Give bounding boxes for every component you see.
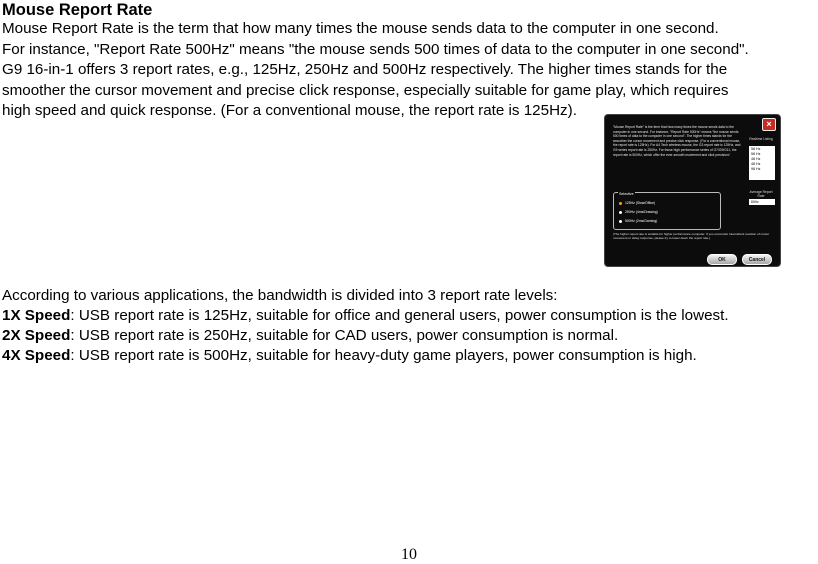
level-text: : USB report rate is 500Hz, suitable for heavy-duty game players, power consumption is high.	[70, 347, 697, 364]
level-label: 4X Speed	[2, 347, 71, 364]
list-item: 98 Hz	[751, 167, 761, 171]
option-label: 250Hz (4ms/Drawing)	[625, 210, 658, 214]
paragraph-line: smoother the cursor movement and precise click response, especially suitable for game play, which requires	[2, 81, 729, 99]
dialog-note: (The higher report rate is suitable for higher performance computer. If you encounter intermittent reaction of cursor movement or delay response, please try to lower down the report rate.)	[613, 232, 770, 241]
paragraph-line: Mouse Report Rate is the term that how many times the mouse sends data to the computer in one second.	[2, 20, 719, 37]
cancel-button[interactable]: Cancel	[742, 254, 772, 265]
list-item: 58 Hz	[751, 147, 761, 151]
realtime-listing-box	[749, 146, 775, 180]
option-label: 125Hz (Slow/Office)	[625, 201, 656, 205]
paragraph-line: high speed and quick response. (For a conventional mouse, the report rate is 125Hz).	[2, 102, 577, 119]
dialog-description: "Mouse Report Rate" is the term that how many times the mouse sends data to the computer in one second. For instance, "Report Rate 500Hz" means "the mouse sends 500 times of data to the computer in one second". The higher times stands for the smoother the cursor movement and precise click response. (For a conventional mouse, the report rate is 125Hz). For A4 Tech wireless mouse, the G3 report rate is 125Hz, and G9 series report rate is 250Hz. For those high performance series of G7/G9/G11, the report rate is 500Hz, which offer the ever-smooth movement and click precision!	[613, 125, 741, 157]
radio-option-250hz[interactable]	[619, 210, 658, 215]
level-item-4x	[2, 346, 697, 367]
paragraph-line: G9 16-in-1 offers 3 report rates, e.g., 125Hz, 250Hz and 500Hz respectively. The higher times stands for the	[2, 61, 728, 78]
page-number: 10	[401, 546, 417, 563]
level-text: : USB report rate is 250Hz, suitable for CAD users, power consumption is normal.	[70, 327, 619, 344]
average-rate-label: Average Report Rate	[749, 190, 773, 198]
close-icon[interactable]: ×	[762, 118, 776, 131]
levels-intro: According to various applications, the bandwidth is divided into 3 report rate levels:	[2, 287, 558, 304]
intro-paragraph	[2, 19, 818, 122]
section-title: Mouse Report Rate	[2, 1, 153, 19]
level-item-1x	[2, 306, 729, 327]
selective-label: Selective	[619, 192, 634, 196]
level-label: 1X Speed	[2, 307, 71, 324]
radio-icon[interactable]	[619, 220, 622, 223]
average-rate-value: 80Hz	[749, 199, 775, 205]
list-item: 58 Hz	[751, 152, 761, 156]
ok-button[interactable]: OK	[707, 254, 737, 265]
level-item-2x	[2, 326, 618, 347]
radio-selected-icon[interactable]	[619, 202, 622, 205]
selective-group	[613, 192, 721, 230]
realtime-listing-label: Realtime Listing	[749, 137, 773, 141]
list-item: 48 Hz	[751, 157, 761, 161]
report-rate-dialog-screenshot	[604, 114, 781, 267]
option-label: 500Hz (2ms/Gaming)	[625, 219, 658, 223]
radio-option-125hz[interactable]	[619, 201, 655, 206]
level-text: : USB report rate is 125Hz, suitable for office and general users, power consumption is the lowest.	[70, 307, 729, 324]
radio-option-500hz[interactable]	[619, 219, 657, 224]
radio-icon[interactable]	[619, 211, 622, 214]
level-label: 2X Speed	[2, 327, 71, 344]
list-item: 48 Hz	[751, 162, 761, 166]
paragraph-line: For instance, "Report Rate 500Hz" means "the mouse sends 500 times of data to the computer in one second".	[2, 40, 749, 58]
